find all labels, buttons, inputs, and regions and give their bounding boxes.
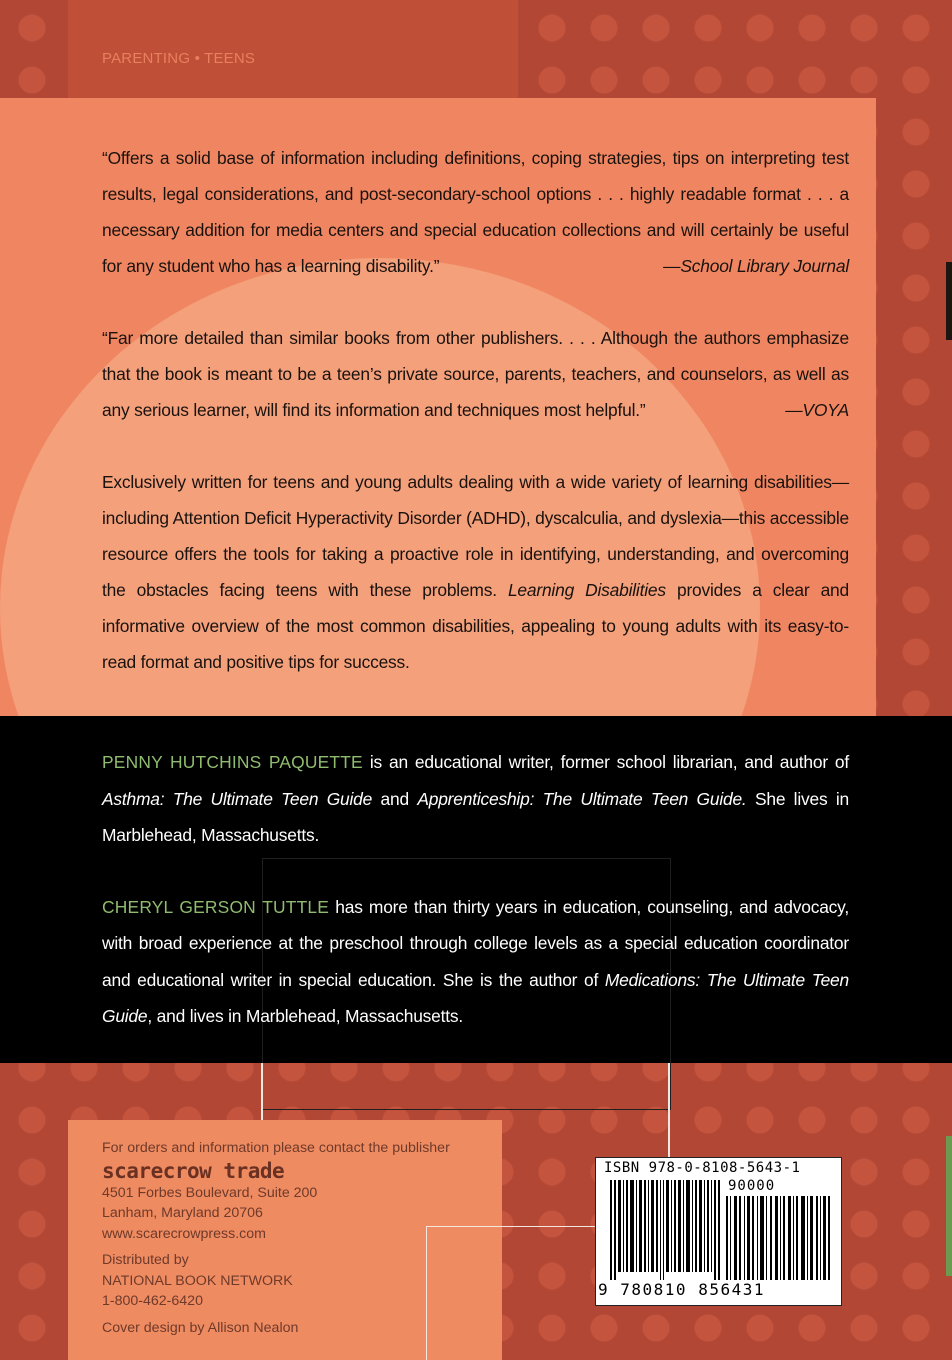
publisher-intro: For orders and information please contact the publisher bbox=[102, 1140, 450, 1156]
author-1-bio bbox=[102, 744, 849, 854]
cover-design-credit: Cover design by Allison Nealon bbox=[102, 1319, 299, 1336]
author-1-name: PENNY HUTCHINS PAQUETTE bbox=[102, 752, 363, 772]
publisher-website: www.scarecrowpress.com bbox=[102, 1225, 266, 1242]
publisher-address-1: 4501 Forbes Boulevard, Suite 200 bbox=[102, 1184, 318, 1201]
category-label: PARENTING • TEENS bbox=[102, 50, 256, 67]
review-text-block bbox=[102, 140, 849, 716]
review-2-source: —VOYA bbox=[785, 400, 849, 420]
isbn-number: ISBN 978-0-8108-5643-1 bbox=[604, 1160, 801, 1176]
frame-line-right bbox=[668, 1063, 670, 1157]
author-2-name: CHERYL GERSON TUTTLE bbox=[102, 896, 330, 917]
ean-digits: 9 780810 856431 bbox=[598, 1280, 765, 1299]
edge-strip-dark bbox=[946, 262, 952, 340]
distributor-name: NATIONAL BOOK NETWORK bbox=[102, 1272, 293, 1289]
author-2-residence: , and lives in Marblehead, Massachusetts. bbox=[147, 1006, 464, 1026]
author-2-bio bbox=[102, 889, 849, 1035]
author-1-bio-and: and bbox=[380, 788, 409, 809]
author-2-bio-text: has more than thirty years in education, counseling, and advocacy, with broad experience at the preschool through college levels as a special education coordinator and educational writer in special education. She is the author of bbox=[102, 896, 849, 990]
author-2-book-1: Medications: The Ultimate Teen Guide bbox=[102, 969, 849, 1026]
publisher-brand: scarecrow trade bbox=[102, 1158, 285, 1183]
price-barcode-bars-icon bbox=[726, 1196, 834, 1280]
publisher-info bbox=[102, 1138, 450, 1338]
price-code: 90000 bbox=[728, 1178, 776, 1194]
author-1-book-2: Apprenticeship: The Ultimate Teen Guide. bbox=[417, 788, 747, 809]
review-1-source: —School Library Journal bbox=[663, 256, 849, 276]
isbn-barcode bbox=[595, 1157, 842, 1306]
barcode-bars-icon bbox=[610, 1180, 722, 1280]
frame-line-left bbox=[261, 1063, 263, 1120]
author-panel bbox=[0, 716, 952, 1063]
distributor-phone: 1-800-462-6420 bbox=[102, 1293, 203, 1309]
description-title: Learning Disabilities bbox=[507, 580, 666, 600]
author-1-bio-text: is an educational writer, former school librarian, and author of bbox=[369, 752, 849, 772]
review-2-text: “Far more detailed than similar books from other publishers. . . . Although the authors emphasize that the book is meant to be a teen’s private source, parents, teachers, and counselors, as well as any serious learner, will find its information and techniques most helpful.” bbox=[102, 328, 849, 420]
top-band bbox=[68, 0, 518, 98]
description-before: Exclusively written for teens and young adults dealing with a wide variety of learning disabilities—including Attention Deficit Hyperactivity Disorder (ADHD), dyscalculia, and dyslexia—this accessible resource offers the tools for taking a proactive role in identifying, understanding, and overcoming the obstacles facing teens with these problems. bbox=[102, 472, 849, 600]
author-1-residence: She lives in Marblehead, Massachusetts. bbox=[102, 788, 849, 845]
author-1-book-1: Asthma: The Ultimate Teen Guide bbox=[102, 788, 373, 809]
inner-frame-top bbox=[426, 1226, 596, 1227]
review-panel bbox=[0, 98, 876, 716]
edge-strip-green bbox=[946, 1136, 952, 1276]
author-bios bbox=[102, 744, 849, 1070]
distributed-label: Distributed by bbox=[102, 1252, 189, 1268]
publisher-address-2: Lanham, Maryland 20706 bbox=[102, 1205, 263, 1221]
description-after: provides a clear and informative overview of the most common disabilities, appealing to young adults with its easy-to-read format and positive tips for success. bbox=[102, 580, 849, 672]
book-description bbox=[102, 464, 849, 680]
review-1-text: “Offers a solid base of information including definitions, coping strategies, tips on interpreting test results, legal considerations, and post-secondary-school options . . . highly readable format . . . a necessary addition for media centers and special education collections and will certainly be useful for any student who has a learning disability.” bbox=[102, 148, 849, 276]
